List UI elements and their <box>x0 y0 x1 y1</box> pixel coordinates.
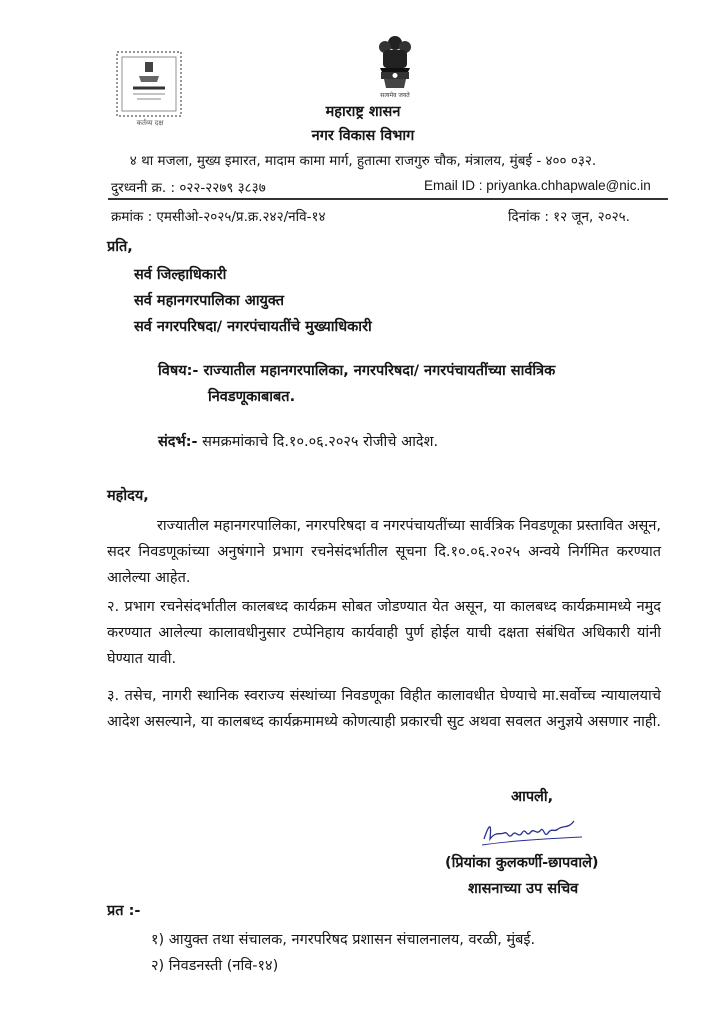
subject <box>158 358 658 410</box>
reference-line <box>158 431 438 451</box>
recipient-item: सर्व महानगरपालिका आयुक्त <box>134 293 284 309</box>
government-name: महाराष्ट्र शासन <box>325 104 401 120</box>
email-address[interactable]: Email ID : priyanka.chhapwale@nic.in <box>424 178 651 193</box>
reference-label: संदर्भ:- <box>158 434 198 450</box>
logo-caption: कर्तव्य दक्ष <box>136 119 164 127</box>
letter-date: दिनांक : १२ जून, २०२५. <box>508 209 630 225</box>
phone-number: दुरध्वनी क्र. : ०२२-२२७९ ३८३७ <box>111 180 266 196</box>
recipient-item: सर्व जिल्हाधिकारी <box>134 267 227 283</box>
header-divider <box>108 198 668 200</box>
signatory-designation: शासनाच्या उप सचिव <box>468 881 579 897</box>
handwritten-signature <box>478 809 588 853</box>
recipient-item: सर्व नगरपरिषदा/ नगरपंचायतींचे मुख्याधिकारी <box>134 319 372 335</box>
reference-number: क्रमांक : एमसीओ-२०२५/प्र.क्र.२४२/नवि-१४ <box>111 209 326 225</box>
copy-to-label: प्रत :- <box>107 903 141 919</box>
office-address: ४ था मजला, मुख्य इमारत, मादाम कामा मार्ग, हुतात्मा राजगुरु चौक, मंत्रालय, मुंबई - ४०० ०३२. <box>129 153 597 169</box>
body-paragraph-1: राज्यातील महानगरपालिका, नगरपरिषदा व नगरपंचायतींच्या सार्वत्रिक निवडणूका प्रस्तावित असून, सदर निवडणूकांच्या अनुषंगाने प्रभाग रचनेसंदर्भातील सूचना दि.१०.०६.२०२५ अन्वये निर्गमित करण्यात आलेल्या आहेत. <box>107 518 661 586</box>
emblem-caption: सत्यमेव जयते <box>380 92 410 99</box>
subject-line: विषय:- राज्यातील महानगरपालिका, नगरपरिषदा/ नगरपंचायतींच्या सार्वत्रिक <box>158 363 556 379</box>
department-name: नगर विकास विभाग <box>311 128 415 144</box>
subject-line-continued: निवडणूकाबाबत. <box>208 389 296 405</box>
signatory-name: (प्रियांका कुलकर्णी-छापवाले) <box>445 855 599 871</box>
salutation: महोदय, <box>107 488 149 504</box>
closing: आपली, <box>511 789 554 805</box>
reference-text: समक्रमांकाचे दि.१०.०६.२०२५ रोजीचे आदेश. <box>197 434 439 450</box>
national-emblem-icon <box>366 34 424 94</box>
body-paragraph-2: २. प्रभाग रचनेसंदर्भातील कालबध्द कार्यक्रम सोबत जोडण्यात येत असून, या कालबध्द कार्यक्रमामध्ये नमुद करण्यात आलेल्या कालावधीनुसार टप्पेनिहाय कार्यवाही पुर्ण होईल याची दक्षता संबंधित अधिकारी यांनी घेण्यात यावी. <box>107 599 661 667</box>
copy-item: २) निवडनस्ती (नवि-१४) <box>151 958 279 974</box>
copy-item: १) आयुक्त तथा संचालक, नगरपरिषद प्रशासन संचालनालय, वरळी, मुंबई. <box>151 932 536 948</box>
body-paragraph-3: ३. तसेच, नागरी स्थानिक स्वराज्य संस्थांच्या निवडणूका विहीत कालावधीत घेण्याचे मा.सर्वोच्च न्यायालयाचे आदेश असल्याने, या कालबध्द कार्यक्रमामध्ये कोणत्याही प्रकारची सुट अथवा सवलत अनुज्ञये असणार नाही. <box>107 688 661 730</box>
recipients-label: प्रति, <box>107 239 133 255</box>
